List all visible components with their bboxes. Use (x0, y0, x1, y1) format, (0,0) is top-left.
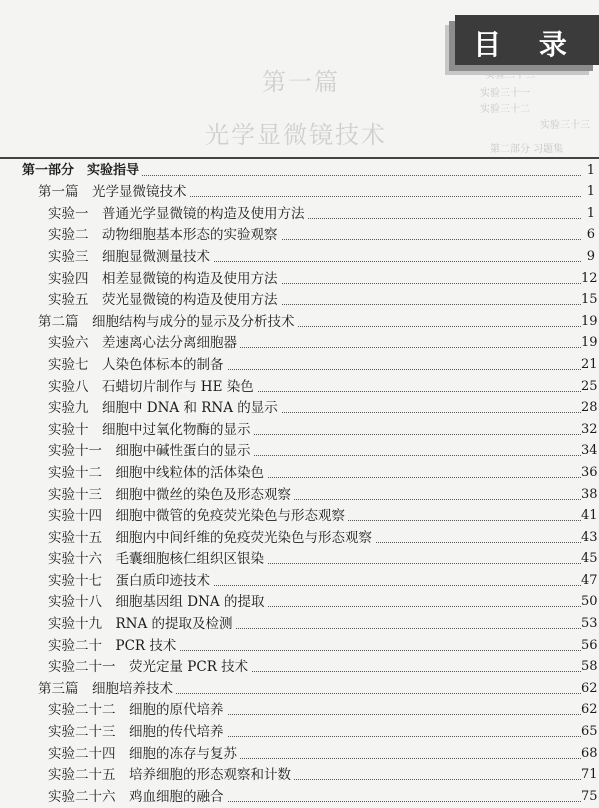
toc-entry[interactable] (0, 527, 599, 549)
toc-entry[interactable] (0, 506, 599, 528)
page-number: 32 (581, 421, 598, 437)
page-number: 19 (581, 335, 598, 351)
toc-entry[interactable] (0, 786, 599, 808)
toc-entry[interactable] (0, 376, 599, 398)
page-number: 1 (581, 205, 595, 223)
experiment-title: 实验十七 蛋白质印迹技术 (48, 572, 213, 590)
toc-entry[interactable] (0, 290, 599, 312)
ghost-line: 光学显微镜技术 (205, 121, 387, 149)
experiment-title: 实验八 石蜡切片制作与 HE 染色 (48, 378, 257, 396)
page-number: 56 (581, 637, 598, 653)
page-number: 58 (581, 659, 598, 675)
toc-entry[interactable] (0, 721, 599, 743)
toc-entry[interactable] (0, 700, 599, 722)
toc-entry[interactable] (0, 203, 599, 225)
toc-entry[interactable] (0, 182, 599, 204)
experiment-title: 实验二 动物细胞基本形态的实验观察 (48, 226, 281, 244)
ghost-line: 第二部分 习题集 (490, 144, 564, 155)
page-number: 43 (581, 529, 598, 545)
toc-entry[interactable] (0, 549, 599, 571)
ghost-line: 实验三十二 (480, 104, 530, 115)
page-number: 53 (581, 616, 598, 632)
page-number: 62 (581, 680, 598, 696)
part-title: 第一部分 实验指导 (22, 162, 142, 180)
ghost-line: 实验三十三 (540, 120, 590, 131)
toc-entry[interactable] (0, 678, 599, 700)
experiment-title: 实验十一 细胞中碱性蛋白的显示 (48, 442, 254, 460)
toc-entry[interactable] (0, 592, 599, 614)
toc-entry[interactable] (0, 635, 599, 657)
experiment-title: 实验十 细胞中过氧化物酶的显示 (48, 421, 254, 439)
experiment-title: 实验二十 PCR 技术 (48, 637, 179, 655)
experiment-title: 实验五 荧光显微镜的构造及使用方法 (48, 291, 281, 309)
toc-title-banner (455, 15, 599, 65)
ghost-line: 实验二十二 (485, 70, 535, 81)
toc-entry[interactable] (0, 484, 599, 506)
experiment-title: 实验十四 细胞中微管的免疫荧光染色与形态观察 (48, 507, 348, 525)
page-number: 1 (581, 183, 595, 201)
page-number: 75 (581, 788, 598, 804)
toc-entry[interactable] (0, 613, 599, 635)
ghost-line: 实验三十一 (480, 88, 530, 99)
experiment-title: 实验十八 细胞基因组 DNA 的提取 (48, 593, 267, 611)
toc-entry[interactable] (0, 160, 599, 182)
toc-entry[interactable] (0, 441, 599, 463)
toc-entry[interactable] (0, 657, 599, 679)
chapter-title: 第三篇 细胞培养技术 (38, 680, 176, 698)
page-number: 65 (581, 724, 598, 740)
toc-entry[interactable] (0, 333, 599, 355)
page-number: 38 (581, 486, 598, 502)
page-number: 45 (581, 551, 598, 567)
page-number: 19 (581, 313, 598, 329)
page-title: 目 录 (473, 28, 581, 61)
page-number: 62 (581, 702, 598, 718)
toc-entry[interactable] (0, 398, 599, 420)
page-number: 47 (581, 572, 598, 588)
experiment-title: 实验十五 细胞内中间纤维的免疫荧光染色与形态观察 (48, 529, 375, 547)
experiment-title: 实验九 细胞中 DNA 和 RNA 的显示 (48, 399, 281, 417)
experiment-title: 实验二十五 培养细胞的形态观察和计数 (48, 766, 294, 784)
toc-entry[interactable] (0, 354, 599, 376)
toc-entry[interactable] (0, 268, 599, 290)
toc-entry[interactable] (0, 570, 599, 592)
page-number: 25 (581, 378, 598, 394)
experiment-title: 实验二十四 细胞的冻存与复苏 (48, 745, 240, 763)
experiment-title: 实验二十六 鸡血细胞的融合 (48, 788, 227, 806)
experiment-title: 实验三 细胞显微测量技术 (48, 248, 213, 266)
page-number: 12 (581, 270, 598, 286)
experiment-title: 实验二十三 细胞的传代培养 (48, 723, 227, 741)
page-number: 36 (581, 464, 598, 480)
experiment-title: 实验四 相差显微镜的构造及使用方法 (48, 270, 281, 288)
page-number: 28 (581, 400, 598, 416)
experiment-title: 实验十九 RNA 的提取及检测 (48, 615, 236, 633)
experiment-title: 实验十二 细胞中线粒体的活体染色 (48, 464, 267, 482)
page-number: 21 (581, 356, 598, 372)
experiment-title: 实验二十一 荧光定量 PCR 技术 (48, 658, 251, 676)
experiment-title: 实验六 差速离心法分离细胞器 (48, 334, 240, 352)
page-number: 15 (581, 292, 598, 308)
toc-entry[interactable] (0, 462, 599, 484)
table-of-contents (0, 160, 599, 808)
page-number: 1 (581, 162, 595, 180)
toc-entry[interactable] (0, 311, 599, 333)
page-number: 34 (581, 443, 598, 459)
page-number: 50 (581, 594, 598, 610)
toc-entry[interactable] (0, 765, 599, 787)
toc-entry[interactable] (0, 225, 599, 247)
experiment-title: 实验一 普通光学显微镜的构造及使用方法 (48, 205, 308, 223)
toc-entry[interactable] (0, 743, 599, 765)
page-number: 9 (581, 248, 595, 266)
experiment-title: 实验十六 毛囊细胞核仁组织区银染 (48, 550, 267, 568)
experiment-title: 实验二十二 细胞的原代培养 (48, 701, 227, 719)
chapter-title: 第二篇 细胞结构与成分的显示及分析技术 (38, 313, 298, 331)
page-number: 6 (581, 226, 595, 244)
header-rule (0, 157, 599, 159)
page-number: 68 (581, 745, 598, 761)
experiment-title: 实验七 人染色体标本的制备 (48, 356, 227, 374)
ghost-line: 第一篇 (262, 68, 340, 96)
chapter-title: 第一篇 光学显微镜技术 (38, 183, 190, 201)
page-number: 41 (581, 508, 598, 524)
toc-entry[interactable] (0, 246, 599, 268)
experiment-title: 实验十三 细胞中微丝的染色及形态观察 (48, 486, 294, 504)
toc-entry[interactable] (0, 419, 599, 441)
page-number: 71 (581, 767, 598, 783)
